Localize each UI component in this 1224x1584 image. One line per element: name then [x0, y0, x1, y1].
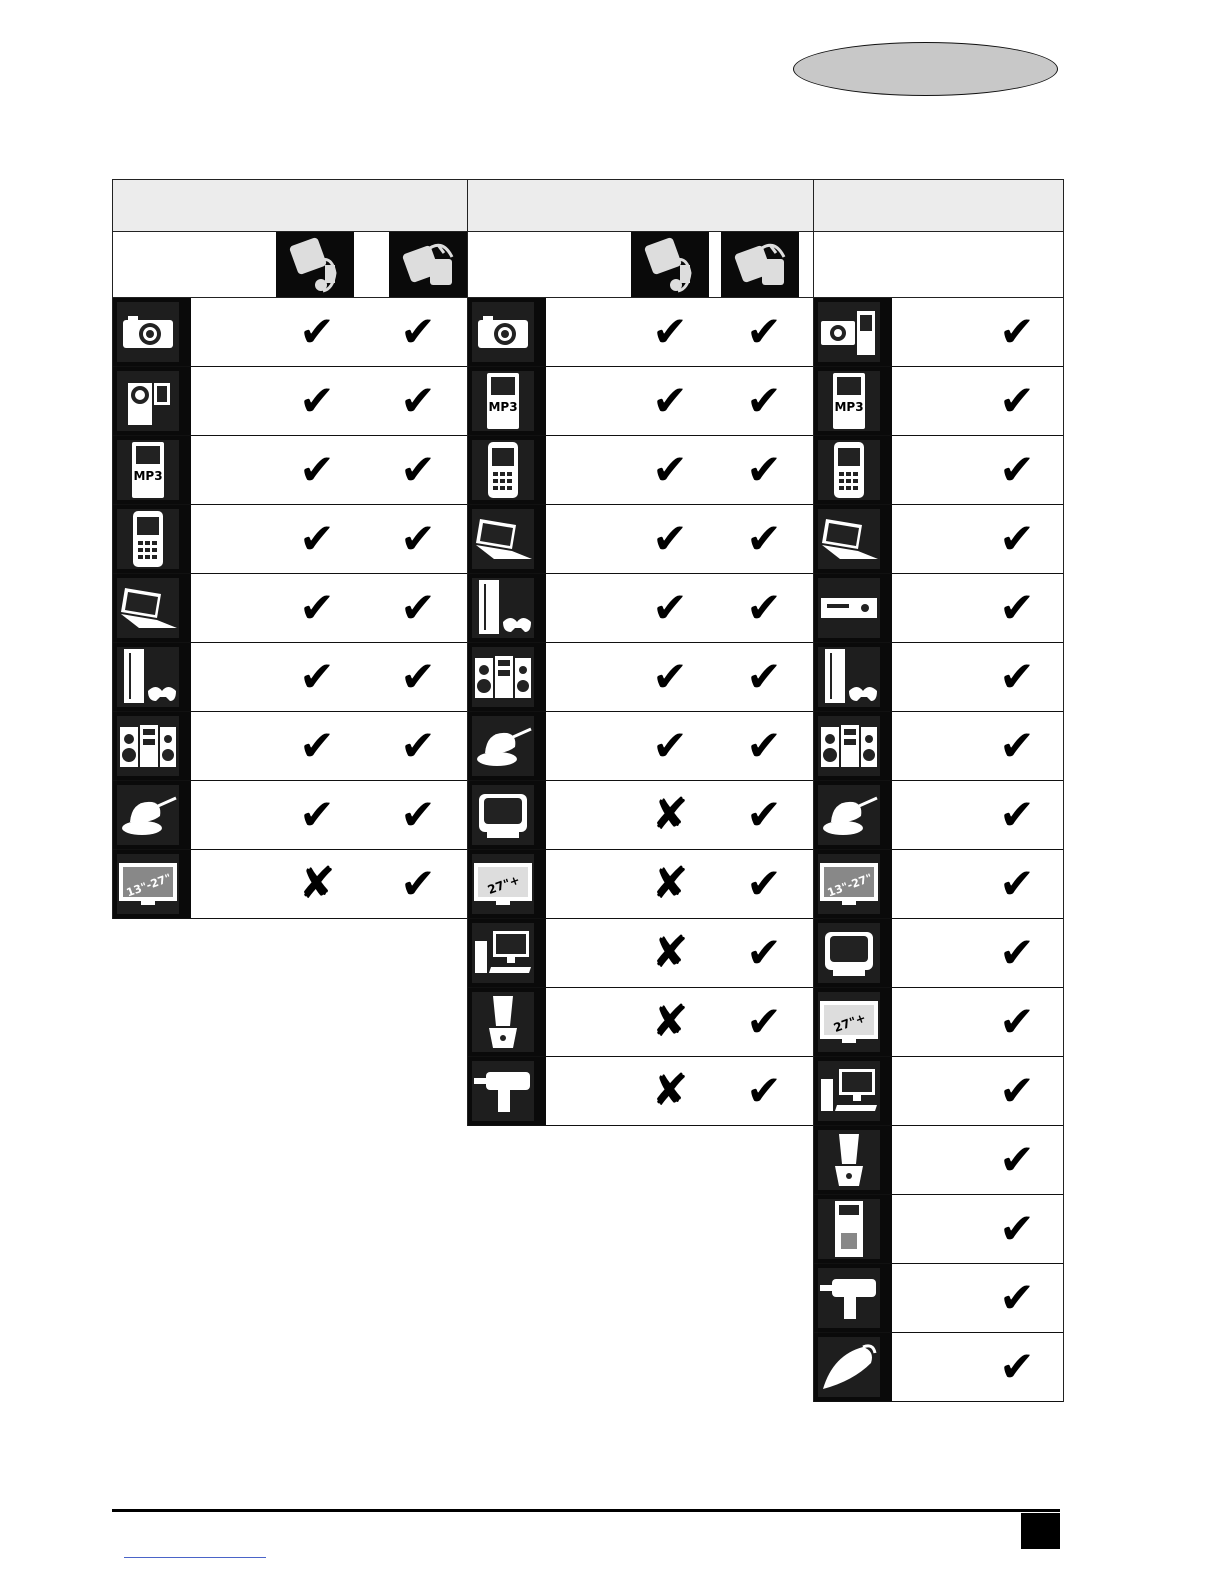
hifi-system-icon [117, 716, 179, 776]
footer-rule [112, 1509, 1060, 1512]
camera-icon [117, 302, 179, 362]
device-cell [468, 643, 546, 711]
check-mark-icon: ✔ [999, 583, 1035, 632]
inverter-clip-icon [631, 232, 709, 297]
device-cell [814, 781, 892, 849]
table-row [468, 505, 813, 574]
game-console-icon [818, 647, 880, 707]
device-cell [113, 574, 191, 642]
device-cell [814, 1126, 892, 1194]
crt-tv-icon [818, 923, 880, 983]
device-cell [814, 988, 892, 1056]
device-cell [113, 298, 191, 366]
table-row [113, 712, 467, 781]
device-cell [814, 1195, 892, 1263]
check-mark-icon: ✔ [299, 652, 335, 701]
table-row [814, 1333, 1063, 1402]
svg-text:MP3: MP3 [834, 400, 864, 414]
inverter-socket-icon [721, 232, 799, 297]
check-mark-icon: ✔ [746, 1066, 782, 1115]
device-cell [814, 1333, 892, 1401]
column-3-header [814, 180, 1063, 232]
check-mark-icon: ✔ [746, 928, 782, 977]
drill-icon [472, 1061, 534, 1121]
column-3-input-icons [814, 232, 1063, 298]
check-mark-icon: ✔ [652, 652, 688, 701]
check-mark-icon: ✔ [999, 721, 1035, 770]
table-row [468, 643, 813, 712]
cross-mark-icon: ✘ [651, 927, 689, 978]
check-mark-icon: ✔ [299, 790, 335, 839]
mp3-player-icon [117, 440, 179, 500]
cross-mark-icon: ✘ [298, 858, 336, 909]
check-mark-icon: ✔ [746, 721, 782, 770]
laptop-icon [818, 509, 880, 569]
device-cell [113, 367, 191, 435]
device-cell [468, 919, 546, 987]
check-mark-icon: ✔ [746, 652, 782, 701]
device-cell [814, 574, 892, 642]
cross-mark-icon: ✘ [651, 1065, 689, 1116]
table-row [113, 850, 467, 919]
column-2 [467, 179, 814, 1126]
table-row [814, 298, 1063, 367]
table-row [468, 1057, 813, 1126]
device-cell [113, 712, 191, 780]
check-mark-icon: ✔ [999, 376, 1035, 425]
device-cell [113, 643, 191, 711]
device-cell [814, 712, 892, 780]
check-mark-icon: ✔ [999, 928, 1035, 977]
svg-text:MP3: MP3 [488, 400, 518, 414]
check-mark-icon: ✔ [299, 583, 335, 632]
sander-icon [472, 716, 534, 776]
table-row [814, 643, 1063, 712]
page-number-box [1021, 1513, 1060, 1549]
table-row [814, 367, 1063, 436]
device-cell [468, 850, 546, 918]
check-mark-icon: ✔ [400, 583, 436, 632]
check-mark-icon: ✔ [400, 376, 436, 425]
table-row [113, 781, 467, 850]
cross-mark-icon: ✘ [651, 858, 689, 909]
svg-text:27"+: 27"+ [485, 872, 522, 898]
table-row [814, 988, 1063, 1057]
coffee-maker-icon [818, 1199, 880, 1259]
device-cell [468, 436, 546, 504]
cross-mark-icon: ✘ [651, 789, 689, 840]
table-row [814, 1195, 1063, 1264]
flat-tv-27-icon [818, 992, 880, 1052]
check-mark-icon: ✔ [299, 445, 335, 494]
check-mark-icon: ✔ [746, 376, 782, 425]
check-mark-icon: ✔ [652, 445, 688, 494]
table-row [468, 298, 813, 367]
check-mark-icon: ✔ [400, 721, 436, 770]
check-mark-icon: ✔ [299, 721, 335, 770]
mobile-phone-icon [117, 509, 179, 569]
svg-text:13"-27": 13"-27" [124, 871, 173, 900]
check-mark-icon: ✔ [999, 859, 1035, 908]
table-row [814, 436, 1063, 505]
column-3 [813, 179, 1064, 1402]
check-mark-icon: ✔ [746, 790, 782, 839]
check-mark-icon: ✔ [652, 721, 688, 770]
check-mark-icon: ✔ [999, 997, 1035, 1046]
check-mark-icon: ✔ [299, 376, 335, 425]
table-row [113, 643, 467, 712]
device-cell [814, 298, 892, 366]
hifi-system-icon [818, 716, 880, 776]
hifi-system-icon [472, 647, 534, 707]
footer-link-underline[interactable] [124, 1557, 266, 1558]
table-row [814, 574, 1063, 643]
desktop-computer-icon [472, 923, 534, 983]
check-mark-icon: ✔ [299, 307, 335, 356]
device-cell [468, 1057, 546, 1125]
table-row [468, 436, 813, 505]
check-mark-icon: ✔ [999, 1135, 1035, 1184]
table-row [468, 367, 813, 436]
table-row [113, 298, 467, 367]
device-cell [468, 298, 546, 366]
table-row [113, 367, 467, 436]
column-1 [112, 179, 468, 919]
device-cell [468, 367, 546, 435]
column-2-header [468, 180, 813, 232]
table-row [468, 919, 813, 988]
table-row [814, 1264, 1063, 1333]
section-tab-oval [793, 42, 1058, 96]
mp3-player-icon [472, 371, 534, 431]
check-mark-icon: ✔ [400, 307, 436, 356]
crt-tv-icon [472, 785, 534, 845]
table-row [814, 1126, 1063, 1195]
check-mark-icon: ✔ [299, 514, 335, 563]
check-mark-icon: ✔ [746, 997, 782, 1046]
dustbuster-icon [818, 1337, 880, 1397]
check-mark-icon: ✔ [999, 1273, 1035, 1322]
svg-text:MP3: MP3 [133, 469, 163, 483]
table-row [468, 574, 813, 643]
check-mark-icon: ✔ [400, 790, 436, 839]
check-mark-icon: ✔ [400, 652, 436, 701]
check-mark-icon: ✔ [746, 514, 782, 563]
inverter-clip-icon [276, 232, 354, 297]
device-cell [113, 781, 191, 849]
device-cell [468, 505, 546, 573]
device-cell [113, 436, 191, 504]
flat-tv-27-icon [472, 854, 534, 914]
drill-icon [818, 1268, 880, 1328]
check-mark-icon: ✔ [400, 445, 436, 494]
device-cell [814, 1264, 892, 1332]
table-row [814, 850, 1063, 919]
check-mark-icon: ✔ [746, 859, 782, 908]
check-mark-icon: ✔ [999, 307, 1035, 356]
table-row [814, 781, 1063, 850]
device-cell [814, 436, 892, 504]
table-row [113, 436, 467, 505]
table-row [113, 505, 467, 574]
device-cell [814, 919, 892, 987]
check-mark-icon: ✔ [652, 583, 688, 632]
desktop-computer-icon [818, 1061, 880, 1121]
mobile-phone-icon [472, 440, 534, 500]
camera-camcorder-icon [818, 302, 880, 362]
laptop-icon [117, 578, 179, 638]
check-mark-icon: ✔ [652, 307, 688, 356]
check-mark-icon: ✔ [746, 445, 782, 494]
check-mark-icon: ✔ [999, 514, 1035, 563]
device-cell [468, 781, 546, 849]
check-mark-icon: ✔ [999, 1066, 1035, 1115]
table-row [468, 712, 813, 781]
svg-text:13"-27": 13"-27" [825, 871, 874, 900]
svg-text:27"+: 27"+ [831, 1010, 868, 1036]
device-cell [468, 712, 546, 780]
column-1-header [113, 180, 467, 232]
table-row [814, 1057, 1063, 1126]
laptop-icon [472, 509, 534, 569]
table-row [468, 850, 813, 919]
device-cell [113, 505, 191, 573]
table-row [113, 574, 467, 643]
table-row [468, 781, 813, 850]
camera-icon [472, 302, 534, 362]
check-mark-icon: ✔ [999, 1342, 1035, 1391]
table-row [468, 988, 813, 1057]
sander-icon [117, 785, 179, 845]
game-console-icon [117, 647, 179, 707]
mobile-phone-icon [818, 440, 880, 500]
device-cell [814, 643, 892, 711]
check-mark-icon: ✔ [400, 859, 436, 908]
check-mark-icon: ✔ [999, 1204, 1035, 1253]
check-mark-icon: ✔ [652, 376, 688, 425]
check-mark-icon: ✔ [652, 514, 688, 563]
device-cell [113, 850, 191, 918]
column-2-input-icons [468, 232, 813, 298]
flat-tv-13-27-icon [117, 854, 179, 914]
check-mark-icon: ✔ [746, 583, 782, 632]
camcorder-icon [117, 371, 179, 431]
flat-tv-13-27-icon [818, 854, 880, 914]
game-console-icon [472, 578, 534, 638]
device-cell [814, 850, 892, 918]
dvd-player-icon [818, 578, 880, 638]
check-mark-icon: ✔ [400, 514, 436, 563]
check-mark-icon: ✔ [999, 652, 1035, 701]
blender-icon [472, 992, 534, 1052]
device-cell [814, 505, 892, 573]
cross-mark-icon: ✘ [651, 996, 689, 1047]
check-mark-icon: ✔ [999, 445, 1035, 494]
column-1-input-icons [113, 232, 467, 298]
inverter-socket-icon [389, 232, 467, 297]
device-cell [814, 367, 892, 435]
check-mark-icon: ✔ [746, 307, 782, 356]
check-mark-icon: ✔ [999, 790, 1035, 839]
blender-icon [818, 1130, 880, 1190]
table-row [814, 505, 1063, 574]
device-cell [814, 1057, 892, 1125]
sander-icon [818, 785, 880, 845]
mp3-player-icon [818, 371, 880, 431]
device-cell [468, 574, 546, 642]
table-row [814, 712, 1063, 781]
table-row [814, 919, 1063, 988]
device-cell [468, 988, 546, 1056]
